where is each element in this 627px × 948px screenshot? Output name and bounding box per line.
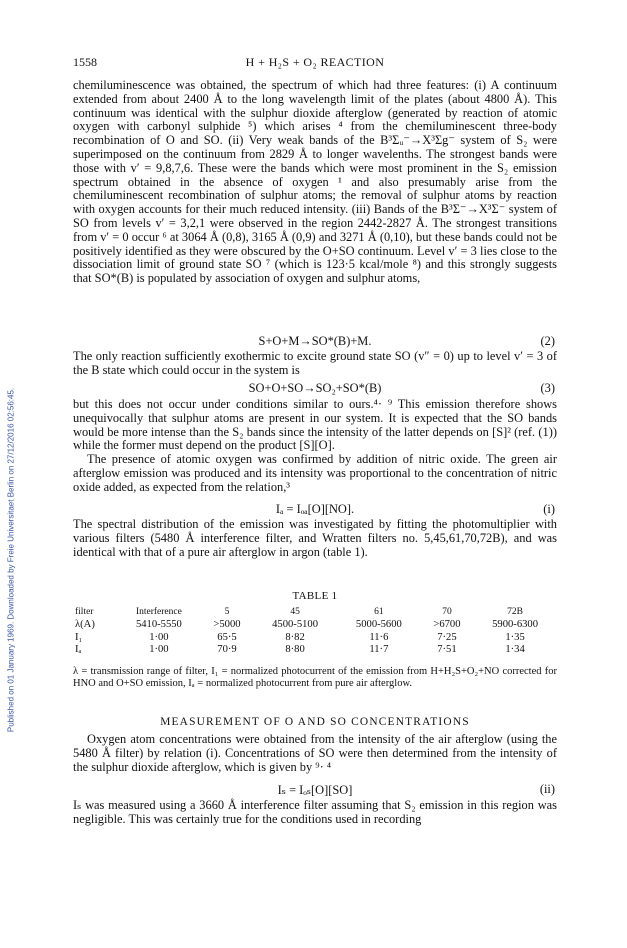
paragraph-spectrum-features: chemiluminescence was obtained, the spectrum of which had three features: (i) A continuum extended from about 2400 Å to the long wavelength limit of the plates (about 4800 Å). This continuum was identical with the sulphur dioxide afterglow (generated by reaction of atomic oxygen with carbonyl sulphide ⁵) which arises ⁴ from the chemiluminescent three-body recombination of O and SO. (ii) Very weak bands of the B³Σᵤ⁻→X³Σg⁻ system of S₂ were superimposed on the continuum from 2829 Å to longer wavelenths. The strongest bands were those with v′ = 9,8,7,6. These were the bands which were most prominent in the S₂ emission spectrum obtained in the absence of oxygen ¹ and also presumably arise from the chemiluminescent recombination of sulphur atoms; the removal of sulphur atoms by reaction with oxygen accounts for their much reduced intensity. (iii) Bands of the B³Σ⁻→X³Σ⁻ system of SO from levels v′ = 3,2,1 were observed in the region 2442-2827 Å. The strongest transitions from v′ = 0 occur ⁶ at 3064 Å (0,8), 3165 Å (0,9) and 3271 Å (0,10), but these bands could not be positively identified as they were obscured by the O+SO continuum. Level v′ = 3 lies close to the dissociation limit of ground state SO ⁷ (which is 123·5 kcal/mole ⁸) and this strongly suggests that SO*(B) is populated by association of oxygen and sulphur atoms,: [73, 78, 557, 286]
table-footnote: λ = transmission range of filter, I₁ = normalized photocurrent of the emission from H+H₂S+O₂+NO corrected for HNO and O+SO emission, Iₐ = normalized photocurrent from pure air afterglow.: [73, 666, 557, 690]
table-cell: 70·9: [217, 644, 237, 656]
table-cell: 5410-5550: [135, 619, 182, 631]
paragraph-spectral-distribution: The spectral distribution of the emission was investigated by fitting the photomultiplier with various filters (5480 Å interference filter, and Wratten filters no. 5,45,61,70,72B), and was identical with that of a pure air afterglow in argon (table 1).: [73, 517, 557, 559]
equation-number: (ii): [539, 782, 555, 796]
table-cell: 5000-5600: [355, 619, 402, 631]
running-title: H + H₂S + O₂ REACTION: [245, 55, 385, 69]
equation-expression: S+O+M→SO*(B)+M.: [258, 334, 372, 348]
filter-table: [73, 606, 557, 656]
table-cell: 1·35: [505, 631, 525, 643]
table-cell: 7·25: [437, 631, 457, 643]
equation-2: [73, 334, 557, 348]
table-cell: 11·6: [369, 631, 389, 643]
table-header-cell: 45: [290, 607, 300, 618]
download-notice: Published on 01 January 1969. Downloaded by Freie Universitaet Berlin on 27/12/2016 02:56:45.: [6, 387, 16, 733]
table-header-cell: 5: [224, 607, 230, 618]
equation-expression: SO+O+SO→SO₂+SO*(B): [248, 381, 382, 395]
table-cell: 1·00: [149, 631, 169, 643]
page-number: 1558: [73, 55, 97, 69]
paragraph-sulphur-atoms: but this does not occur under conditions similar to ours.⁴· ⁹ This emission therefore shows unequivocally that sulphur atoms are present in our system. It is expected that the SO bands would be more intense than the S₂ bands since the intensity of the latter depends on [S]² (ref. (1)) while the former must depend on the product [S][O].: [73, 397, 557, 453]
paragraph-atomic-oxygen: The presence of atomic oxygen was confirmed by addition of nitric oxide. The green air afterglow emission was produced and its intensity was proportional to the concentration of nitric oxide added, as expected from the relation,³: [73, 452, 557, 494]
table-cell: 65·5: [217, 631, 237, 643]
table-cell: 7·51: [437, 644, 457, 656]
table-cell: 4500-5100: [272, 619, 319, 631]
equation-number: (i): [543, 502, 555, 516]
table-row: [73, 644, 557, 657]
table-cell: I₁: [75, 631, 83, 643]
equation-number: (2): [540, 334, 555, 348]
paragraph-concentrations: Oxygen atom concentrations were obtained from the intensity of the air afterglow (using the 5480 Å filter) by relation (i). Concentrations of SO were then determined from the intensity of the sulphur dioxide afterglow, which is given by ⁹· ⁴: [73, 732, 557, 774]
table-cell: >5000: [213, 619, 241, 631]
equation-3: [73, 381, 557, 395]
page-header: [73, 55, 557, 71]
table-cell: 11·7: [369, 644, 389, 656]
table-cell: 8·82: [285, 631, 305, 643]
section-heading: MEASUREMENT OF O AND SO CONCENTRATIONS: [160, 716, 470, 728]
table-caption: TABLE 1: [292, 590, 338, 602]
table-cell: 1·34: [505, 644, 525, 656]
table-row: [73, 631, 557, 644]
equation-i: [73, 502, 557, 516]
table-row: [73, 619, 557, 632]
paragraph-reaction-intro: The only reaction sufficiently exothermic to excite ground state SO (v″ = 0) up to level v′ = 3 of the B state which could occur in the system is: [73, 349, 557, 377]
table-header-cell: 61: [374, 607, 384, 618]
equation-ii: [73, 782, 557, 796]
table-cell: >6700: [433, 619, 461, 631]
equation-expression: Iₛ = Iₒₛ[O][SO]: [277, 783, 353, 797]
download-watermark: [0, 0, 22, 948]
table-cell: 1·00: [149, 644, 169, 656]
paragraph-measurement: Iₛ was measured using a 3660 Å interference filter assuming that S₂ emission in this region was negligible. This was certainly true for the conditions used in recording: [73, 798, 557, 826]
table-cell: Iₐ: [75, 644, 82, 656]
table-header-cell: 72B: [507, 607, 523, 618]
table-cell: λ(A): [75, 619, 95, 631]
equation-number: (3): [540, 381, 555, 395]
table-header-row: [73, 606, 557, 619]
equation-expression: Iₐ = Iₒₐ[O][NO].: [275, 502, 355, 516]
table-cell: 8·80: [285, 644, 305, 656]
table-header-cell: 70: [442, 607, 452, 618]
table-header-cell: filter: [75, 607, 94, 618]
table-cell: 5900-6300: [492, 619, 539, 631]
table-header-cell: Interference: [135, 607, 182, 618]
